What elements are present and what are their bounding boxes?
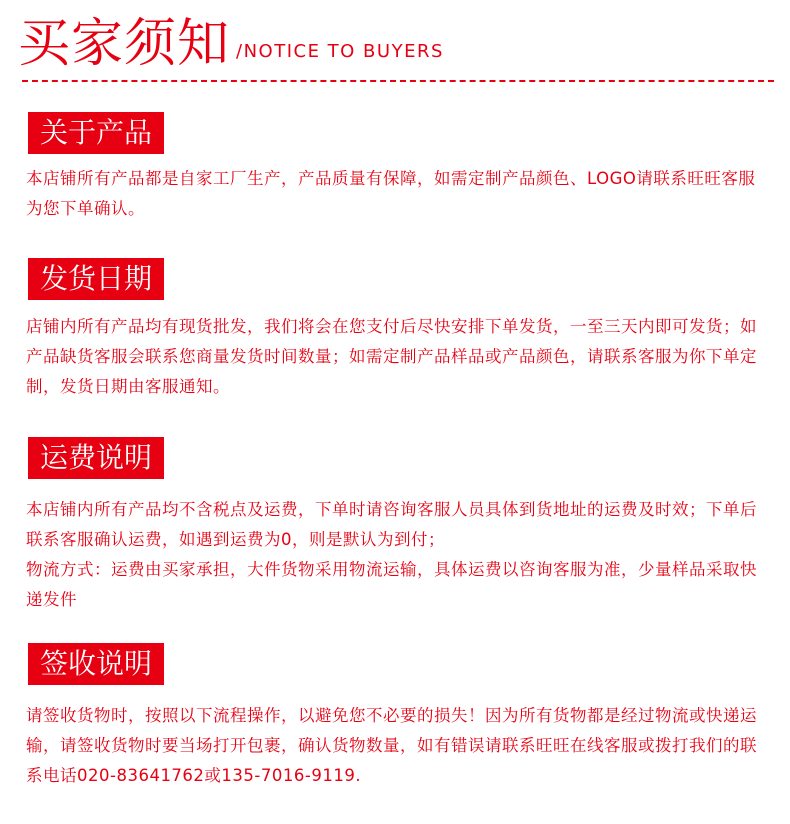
section-heading: 发货日期 — [28, 258, 164, 300]
section-heading: 关于产品 — [28, 112, 164, 154]
page-subtitle: /NOTICE TO BUYERS — [236, 41, 444, 62]
section-paragraph: 请签收货物时，按照以下流程操作，以避免您不必要的损失！因为所有货物都是经过物流或快递运输，请签收货物时要当场打开包裹，确认货物数量，如有错误请联系旺旺在线客服或拨打我们的联系电话020-83641762或135-7016-9119. — [26, 706, 757, 785]
section-heading: 签收说明 — [28, 643, 164, 685]
section-body — [26, 312, 771, 402]
dashed-divider — [22, 80, 774, 82]
section-paragraph: 物流方式：运费由买家承担，大件货物采用物流运输，具体运费以咨询客服为准，少量样品采取快递发件 — [26, 560, 757, 609]
page-title: 买家须知 — [18, 14, 231, 74]
section-body — [26, 164, 771, 224]
section-body — [26, 495, 771, 615]
page-header — [18, 10, 778, 82]
section-paragraph: 店铺内所有产品均有现货批发，我们将会在您支付后尽快安排下单发货，一至三天内即可发货；如产品缺货客服会联系您商量发货时间数量；如需定制产品样品或产品颜色，请联系客服为你下单定制，发货日期由客服通知。 — [26, 317, 757, 396]
section-paragraph: 本店铺内所有产品均不含税点及运费，下单时请咨询客服人员具体到货地址的运费及时效；下单后联系客服确认运费，如遇到运费为0，则是默认为到付； — [26, 500, 757, 549]
section-body — [26, 701, 771, 791]
section-paragraph: 本店铺所有产品都是自家工厂生产，产品质量有保障，如需定制产品颜色、LOGO请联系旺旺客服为您下单确认。 — [26, 169, 756, 218]
section-heading: 运费说明 — [28, 437, 164, 479]
